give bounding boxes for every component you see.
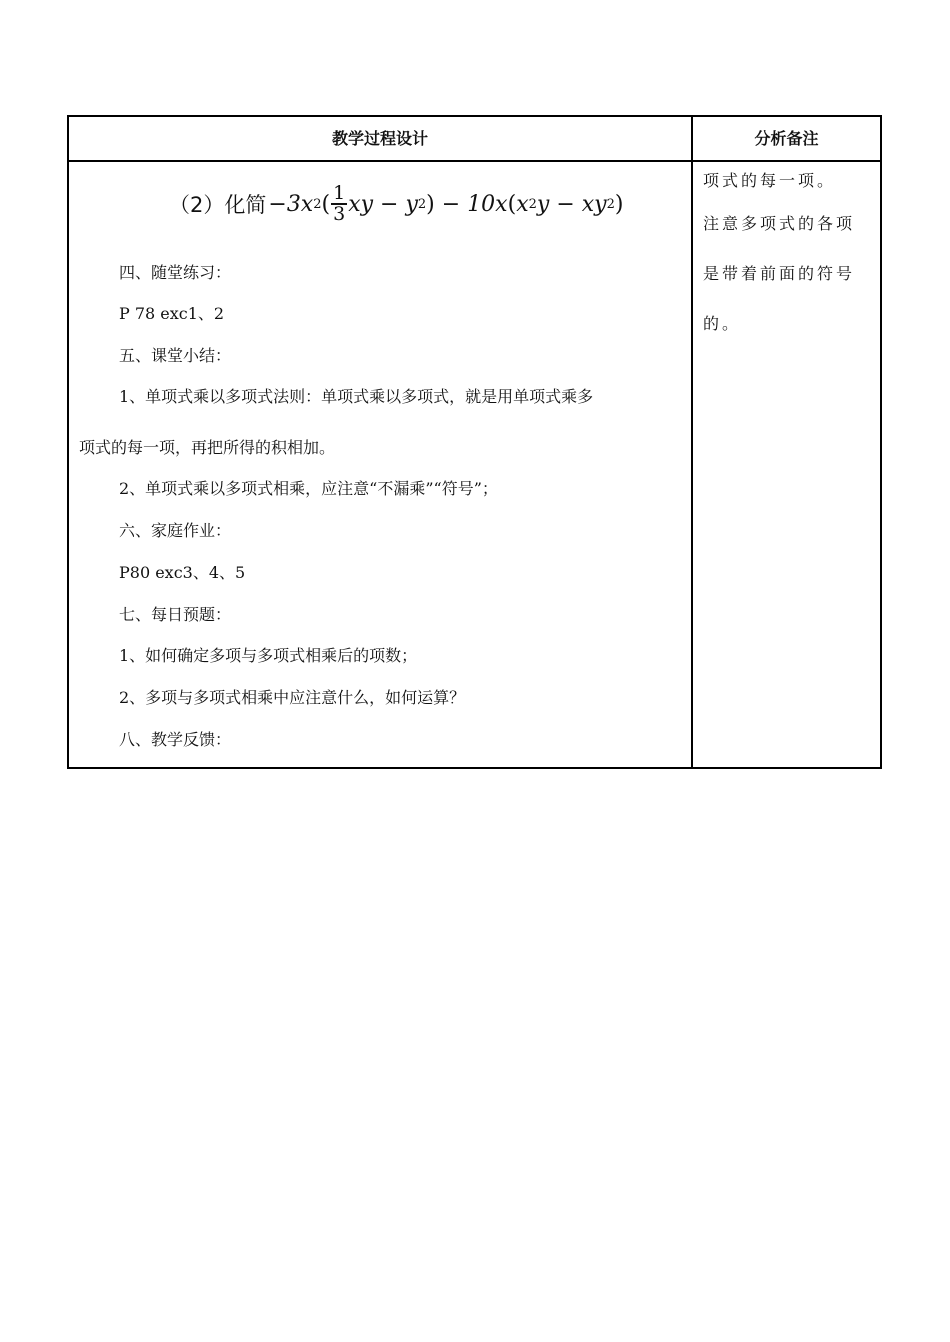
section-summary: 五、课堂小结： — [119, 346, 232, 365]
note-line-3: 是带着前面的符号 — [703, 264, 856, 283]
homework-exercises: P80 exc3、4、5 — [119, 563, 246, 582]
note-line-1: 项式的每一项。 — [703, 171, 837, 190]
column-divider — [691, 117, 693, 767]
summary-rule-line2: 项式的每一项，再把所得的积相加。 — [79, 438, 336, 457]
header-analysis-notes: 分析备注 — [754, 129, 819, 148]
note-line-4: 的。 — [703, 314, 742, 333]
preview-question-2: 2、多项与多项式相乘中应注意什么，如何运算？ — [119, 688, 466, 707]
note-line-2: 注意多项式的各项 — [703, 214, 856, 233]
section-practice: 四、随堂练习： — [119, 263, 232, 282]
formula-label: （2）化简 — [169, 193, 267, 217]
lesson-table — [67, 115, 882, 769]
section-feedback: 八、教学反馈： — [119, 730, 232, 749]
formula-expression: − 3x 2 ( $\frac{1}{3}$ xy − y 2 ) − 10x ( x 2 y − xy 2 ) — [268, 182, 624, 225]
practice-exercises: P 78 exc1、2 — [119, 304, 225, 323]
summary-note: 2、单项式乘以多项式相乘，应注意“不漏乘”“符号”； — [119, 479, 498, 498]
header-divider — [69, 160, 880, 162]
header-teaching-process: 教学过程设计 — [331, 129, 428, 148]
section-preview: 七、每日预题： — [119, 605, 232, 624]
preview-question-1: 1、如何确定多项与多项式相乘后的项数； — [119, 646, 418, 665]
summary-rule-line1: 1、单项式乘以多项式法则：单项式乘以多项式，就是用单项式乘多 — [119, 387, 594, 406]
simplify-formula — [169, 175, 623, 233]
section-homework: 六、家庭作业： — [119, 521, 232, 540]
